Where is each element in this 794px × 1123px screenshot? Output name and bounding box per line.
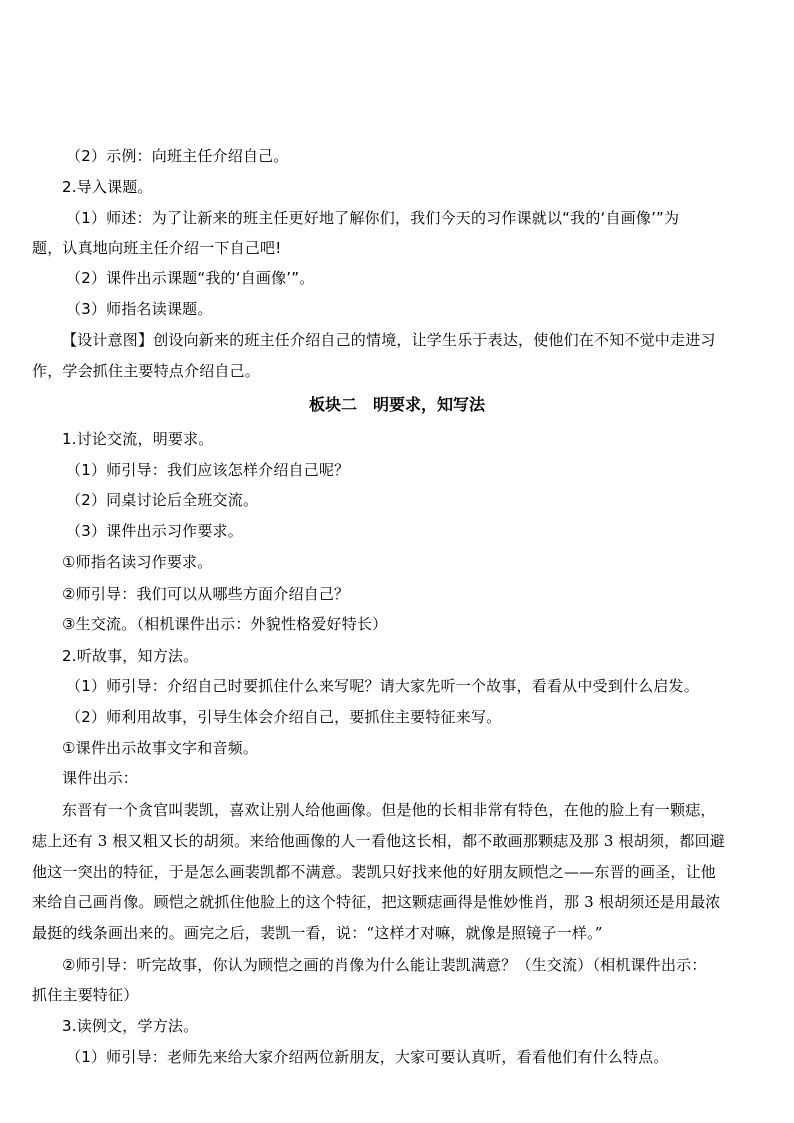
paragraph-show-topic: （2）课件出示课题“我的‘自画像’”。 <box>66 269 315 287</box>
design-intent-cont: 作，学会抓住主要特点介绍自己。 <box>32 362 261 380</box>
paragraph-example: （2）示例：向班主任介绍自己。 <box>66 147 289 165</box>
paragraph-teacher-guide-1: （1）师引导：我们应该怎样介绍自己呢？ <box>66 461 350 479</box>
step-introduce-topic: 2.导入课题。 <box>62 178 153 196</box>
item-teacher-guide-story: ②师引导：听完故事，你认为顾恺之画的肖像为什么能让裴凯满意？（生交流）（相机课件出示： <box>62 956 707 974</box>
item-read-requirements: ①师指名读习作要求。 <box>62 553 213 571</box>
paragraph-teacher-guide-2: （1）师引导：介绍自己时要抓住什么来写呢？请大家先听一个故事，看看从中受到什么启发。 <box>66 677 699 695</box>
paragraph-read-topic: （3）师指名读课题。 <box>66 300 213 318</box>
design-intent: 【设计意图】创设向新来的班主任介绍自己的情境，让学生乐于表达，使他们在不知不觉中走进习 <box>62 331 716 349</box>
story-line-1: 东晋有一个贪官叫裴凯，喜欢让别人给他画像。但是他的长相非常有特色，在他的脸上有一颗痣， <box>62 801 716 819</box>
paragraph-teacher-guide-3: （1）师引导：老师先来给大家介绍两位新朋友，大家可要认真听，看看他们有什么特点。 <box>66 1048 669 1066</box>
story-line-5: 最挺的线条画出来的。画完之后，裴凯一看，说：“这样才对嘛，就像是照镜子一样。” <box>32 924 603 942</box>
paragraph-teacher-statement: （1）师述：为了让新来的班主任更好地了解你们，我们今天的习作课就以“我的‘自画像’”为 <box>66 209 680 227</box>
story-line-3: 他这一突出的特征，于是怎么画裴凯都不满意。裴凯只好找来他的好朋友顾恺之——东晋的画圣，让他 <box>32 863 717 881</box>
step-discuss: 1.讨论交流，明要求。 <box>62 430 214 448</box>
story-line-2: 痣上还有 3 根又粗又长的胡须。来给他画像的人一看他这长相，都不敢画那颗痣及那 3 根胡须，都回避 <box>32 832 725 850</box>
item-show-story: ①课件出示故事文字和音频。 <box>62 739 259 757</box>
paragraph-use-story: （2）师利用故事，引导生体会介绍自己，要抓住主要特征来写。 <box>66 708 502 726</box>
paragraph-teacher-statement-cont: 题，认真地向班主任介绍一下自己吧! <box>32 239 282 257</box>
story-line-4: 来给自己画肖像。顾恺之就抓住他脸上的这个特征，把这颗痣画得是惟妙惟肖，那 3 根胡须还是用最浓 <box>32 893 721 911</box>
item-teacher-guide-aspects: ②师引导：我们可以从哪些方面介绍自己？ <box>62 585 350 603</box>
label-courseware: 课件出示： <box>62 769 139 787</box>
step-read-example: 3.读例文，学方法。 <box>62 1017 199 1035</box>
item-teacher-guide-story-cont: 抓住主要特征） <box>32 986 139 1004</box>
paragraph-group-discussion: （2）同桌讨论后全班交流。 <box>66 491 259 509</box>
section-heading: 板块二 明要求，知写法 <box>308 395 485 414</box>
paragraph-show-requirements: （3）课件出示习作要求。 <box>66 522 243 540</box>
step-listen-story: 2.听故事，知方法。 <box>62 647 199 665</box>
item-student-exchange: ③生交流。（相机课件出示：外貌性格爱好特长） <box>62 615 388 633</box>
